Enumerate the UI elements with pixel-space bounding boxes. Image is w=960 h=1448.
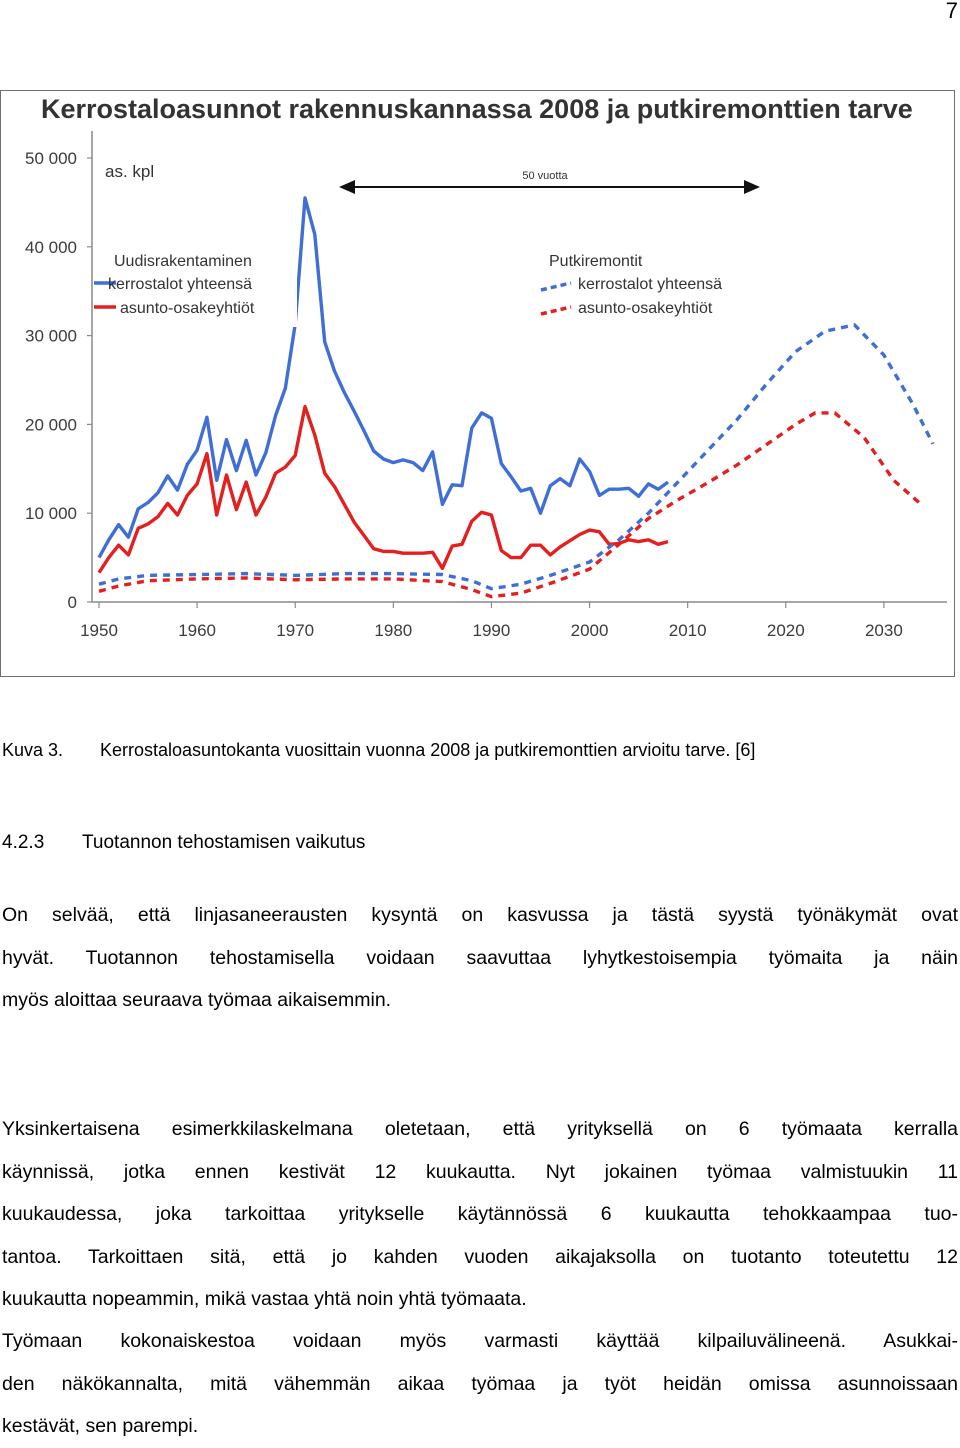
paragraph-1 <box>2 894 958 1022</box>
paragraph-line: kuukaudessa, joka tarkoittaa yritykselle käytännössä 6 kuukautta tehokkaampaa tuo- <box>2 1203 958 1226</box>
x-tick-label: 1950 <box>80 621 118 640</box>
section-number: 4.2.3 <box>2 832 45 853</box>
legend-construction <box>94 243 297 327</box>
paragraph-line: den näkökannalta, mitä vähemmän aikaa työmaa ja työt heidän omissa asunnoissaan <box>2 1372 958 1395</box>
series-line-2 <box>99 407 668 573</box>
legend-group-title: Uudisrakentaminen <box>114 253 252 270</box>
x-tick-label: 1990 <box>472 621 511 640</box>
paragraph-line: kestävät, sen parempi. <box>2 1415 199 1438</box>
legend-entry: kerrostalot yhteensä <box>108 276 253 293</box>
paragraph-line: On selvää, että linjasaneerausten kysyntä on kasvussa ja tästä syystä työnäkymät ovat <box>2 904 958 926</box>
x-axis <box>80 602 947 640</box>
x-tick-label: 1980 <box>374 621 413 640</box>
y-tick-label: 10 000 <box>25 504 77 524</box>
legend-entry: kerrostalot yhteensä <box>578 276 723 293</box>
paragraph-line: Yksinkertaisena esimerkkilaskelmana oletetaan, että yrityksellä on 6 työmaata kerralla <box>2 1118 958 1140</box>
legend-group-title: Putkiremontit <box>549 253 643 270</box>
page-number: 7 <box>945 0 958 23</box>
unit-label: as. kpl <box>105 162 155 181</box>
section-title: Tuotannon tehostamisen vaikutus <box>82 832 366 853</box>
paragraph-line: tantoa. Tarkoittaen sitä, että jo kahden vuoden aikajaksolla on tuotanto toteutettu 12 <box>2 1245 958 1268</box>
span-arrow-right-icon <box>744 180 760 194</box>
paragraph-3 <box>2 1320 958 1448</box>
y-axis <box>25 131 92 612</box>
caption-text: Kerrostaloasuntokanta vuosittain vuonna 2008 ja putkiremonttien arvioitu tarve. [6] <box>100 740 756 760</box>
paragraph-line: hyvät. Tuotannon tehostamisella voidaan saavuttaa lyhytkestoisempia työmaita ja näin <box>2 946 958 969</box>
y-tick-label: 20 000 <box>25 415 77 435</box>
span-annotation <box>339 167 760 194</box>
paragraph-line: Työmaan kokonaiskestoa voidaan myös varmasti käyttää kilpailuvälineenä. Asukkai- <box>2 1330 958 1352</box>
y-tick-label: 40 000 <box>25 237 77 257</box>
y-tick-label: 50 000 <box>25 149 77 168</box>
x-tick-label: 1970 <box>276 621 315 640</box>
caption-label: Kuva 3. <box>2 740 64 760</box>
figure-caption <box>2 737 755 763</box>
y-tick-label: 30 000 <box>25 326 77 346</box>
legend-renovations <box>537 243 777 327</box>
span-label: 50 vuotta <box>522 170 568 182</box>
x-tick-label: 2020 <box>766 621 805 640</box>
series-line-4 <box>99 413 923 597</box>
legend-entry: asunto-osakeyhtiöt <box>120 300 255 317</box>
chart-title: Kerrostaloasunnot rakennuskannassa 2008 ja putkiremonttien tarve <box>41 94 913 124</box>
paragraph-line: kuukautta nopeammin, mikä vastaa yhtä noin yhtä työmaata. <box>2 1288 527 1311</box>
paragraph-2 <box>2 1108 958 1321</box>
y-tick-label: 0 <box>67 593 77 612</box>
line-chart <box>0 90 955 677</box>
x-tick-label: 2010 <box>668 621 707 640</box>
legend-entry: asunto-osakeyhtiöt <box>578 300 713 317</box>
paragraph-line: käynnissä, jotka ennen kestivät 12 kuukautta. Nyt jokainen työmaa valmistuukin 11 <box>2 1160 958 1183</box>
span-arrow-left-icon <box>339 180 355 194</box>
x-tick-label: 1960 <box>178 621 217 640</box>
x-tick-label: 2000 <box>570 621 609 640</box>
section-heading <box>2 829 365 857</box>
chart-canvas <box>1 91 956 678</box>
x-tick-label: 2030 <box>864 621 903 640</box>
paragraph-line: myös aloittaa seuraava työmaa aikaisemmin. <box>2 989 392 1012</box>
